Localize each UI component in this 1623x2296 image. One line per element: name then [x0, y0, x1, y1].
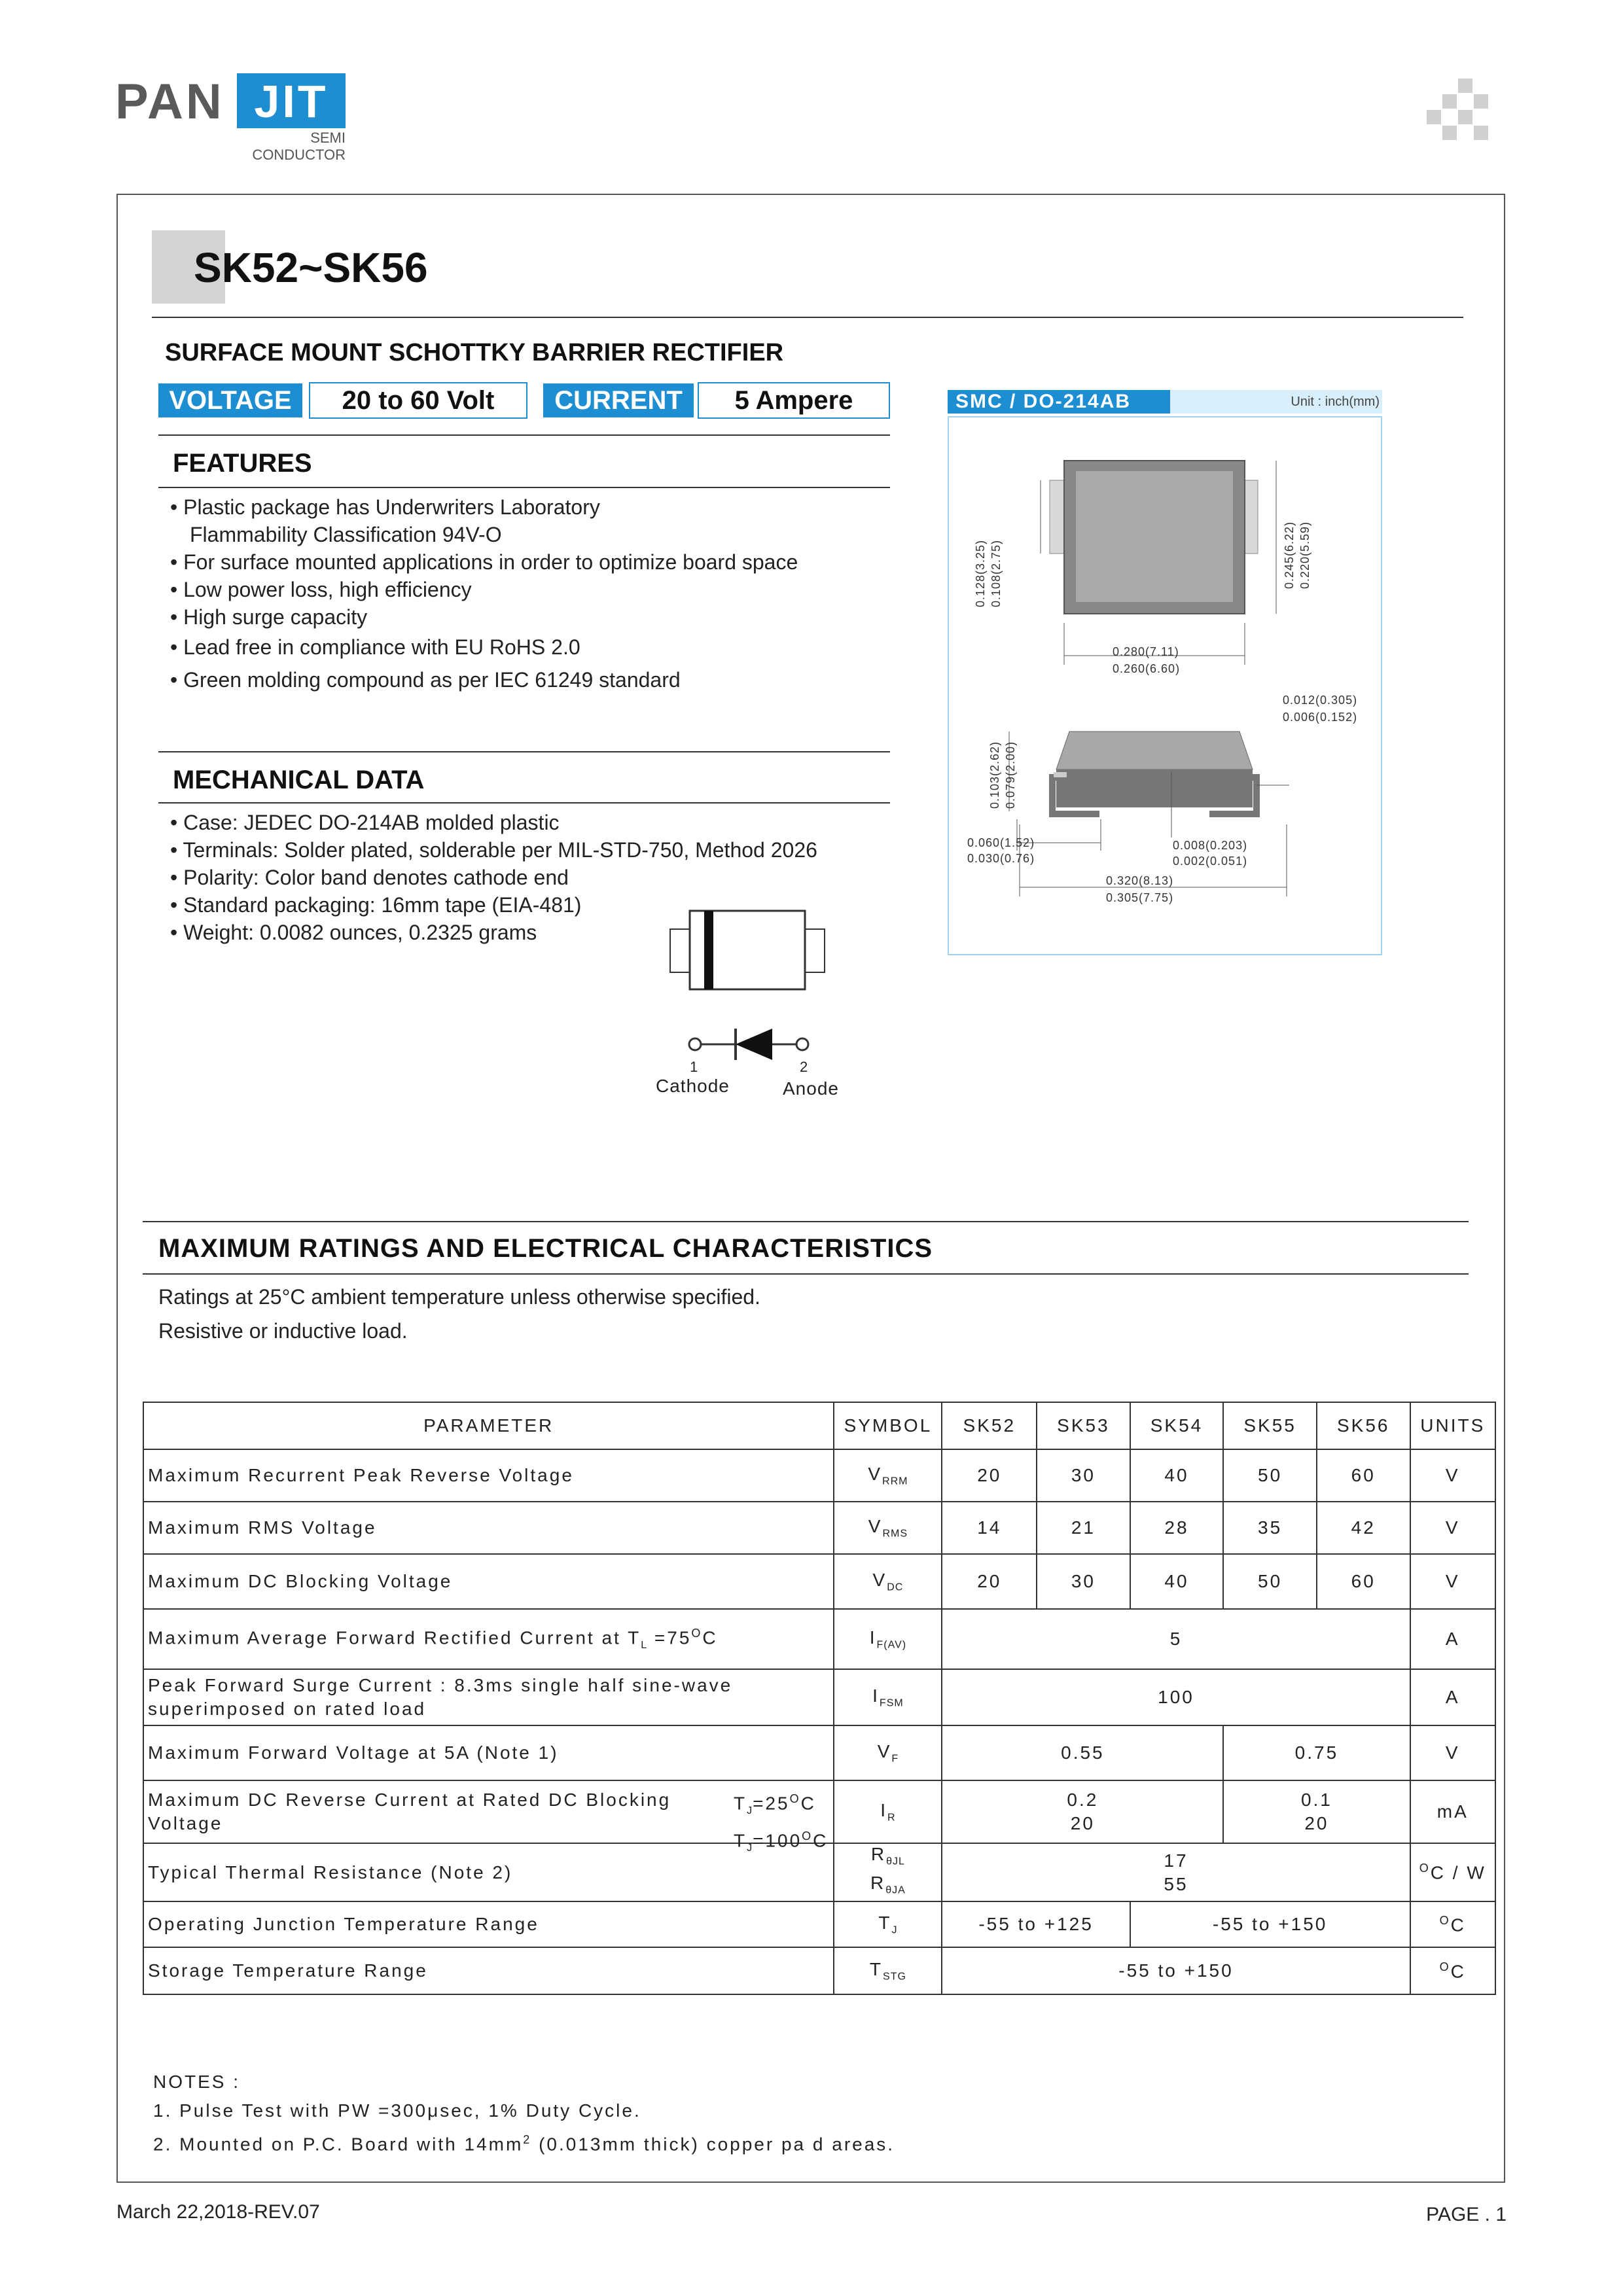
package-top-view-icon: [666, 906, 829, 995]
dim-overall-max: 0.320(8.13): [1106, 874, 1174, 887]
note-2-text: 2. Mounted on P.C. Board with 14mm: [153, 2134, 524, 2155]
package-unit: Unit : inch(mm): [1291, 395, 1380, 409]
param-cell: Maximum Recurrent Peak Reverse Voltage: [143, 1449, 834, 1502]
mechanical-heading: MECHANICAL DATA: [173, 766, 425, 794]
list-item: • Weight: 0.0082 ounces, 0.2325 grams: [170, 921, 537, 944]
note-1: 1. Pulse Test with PW =300μsec, 1% Duty Cycle.: [153, 2100, 641, 2121]
symbol-text: V: [868, 1515, 883, 1536]
param-subscript: L: [641, 1639, 648, 1651]
symbol-subscript: FSM: [879, 1697, 904, 1709]
param-cell: Operating Junction Temperature Range: [143, 1901, 834, 1947]
degree-mark: O: [1439, 1913, 1451, 1927]
table-row: [143, 1725, 1495, 1780]
value-cell: 42: [1317, 1502, 1410, 1554]
value-cell: -55 to +150: [942, 1947, 1410, 1994]
symbol-line: [838, 1844, 937, 1873]
symbol-subscript: R: [887, 1812, 896, 1824]
list-item: • Plastic package has Underwriters Laboratory: [170, 495, 600, 519]
table-header-row: [143, 1402, 1495, 1449]
condition-unit: C: [800, 1793, 816, 1814]
table-row: [143, 1901, 1495, 1947]
header-cell: SK53: [1037, 1402, 1130, 1449]
unit-cell: V: [1410, 1449, 1495, 1502]
dim-standoff-max: 0.008(0.203): [1173, 839, 1248, 852]
degree-mark: O: [802, 1829, 813, 1843]
diode-symbol-icon: [681, 1023, 812, 1076]
param-cell: Typical Thermal Resistance (Note 2): [143, 1843, 834, 1901]
current-value: 5 Ampere: [698, 382, 890, 419]
cathode-label: Cathode: [656, 1076, 730, 1096]
value-cell: 5: [942, 1609, 1410, 1669]
condition-tail: =100: [753, 1830, 802, 1851]
dim-body-height-max: 0.103(2.62): [988, 741, 1001, 809]
condition-subscript: J: [747, 1842, 753, 1854]
condition-tail: =25: [753, 1793, 790, 1814]
ratings-note-2: Resistive or inductive load.: [158, 1319, 408, 1343]
symbol-text: I: [880, 1799, 888, 1820]
dim-lead-length-max: 0.060(1.52): [967, 836, 1035, 849]
value-cell: 14: [942, 1502, 1037, 1554]
value-cell: 40: [1130, 1449, 1224, 1502]
symbol-subscript: RRM: [882, 1475, 908, 1487]
logo-subtitle: [242, 130, 346, 164]
symbol-cell: [834, 1502, 942, 1554]
unit-cell: [1410, 1843, 1495, 1901]
degree-mark: O: [691, 1627, 703, 1640]
ratings-top-line: [143, 1221, 1469, 1222]
param-tail: =75: [647, 1627, 692, 1648]
package-name: SMC / DO-214AB: [948, 390, 1170, 414]
param-cell: Maximum DC Blocking Voltage: [143, 1554, 834, 1609]
pin2-number: 2: [800, 1059, 808, 1075]
degree-mark: O: [1439, 1960, 1451, 1973]
value-cell: 100: [942, 1669, 1410, 1725]
value-cell: 30: [1037, 1449, 1130, 1502]
part-title: SK52~SK56: [194, 244, 428, 291]
dim-length-max: 0.280(7.11): [1113, 645, 1179, 658]
note-2: [153, 2125, 895, 2159]
value-cell: -55 to +150: [1130, 1901, 1410, 1947]
unit-cell: V: [1410, 1725, 1495, 1780]
unit-text: C / W: [1430, 1862, 1486, 1883]
anode-label: Anode: [783, 1078, 839, 1099]
symbol-subscript: θJA: [885, 1884, 906, 1896]
corner-squares-icon: [1424, 79, 1492, 152]
header-cell: SYMBOL: [834, 1402, 942, 1449]
temperature-conditions: [734, 1786, 828, 1861]
dim-standoff-min: 0.002(0.051): [1173, 855, 1248, 868]
table-row: [143, 1449, 1495, 1502]
symbol-cell: [834, 1901, 942, 1947]
header-cell: UNITS: [1410, 1402, 1495, 1449]
unit-text: C: [1450, 1960, 1466, 1981]
param-unit: C: [702, 1627, 718, 1648]
condition-line: [734, 1786, 828, 1824]
symbol-text: V: [868, 1463, 883, 1484]
symbol-cell: [834, 1947, 942, 1994]
unit-cell: [1410, 1901, 1495, 1947]
table-row: [143, 1947, 1495, 1994]
value-cell: 21: [1037, 1502, 1130, 1554]
condition-text: T: [733, 1793, 747, 1814]
list-item: • Lead free in compliance with EU RoHS 2.0: [170, 635, 580, 659]
value-cell: 50: [1223, 1449, 1317, 1502]
param-line: superimposed on rated load: [148, 1699, 427, 1719]
list-item: Flammability Classification 94V-O: [190, 523, 502, 546]
features-list: [170, 493, 798, 694]
degree-mark: O: [789, 1792, 801, 1805]
table-row: [143, 1780, 1495, 1843]
value-line: 0.2: [1067, 1790, 1099, 1810]
unit-cell: V: [1410, 1502, 1495, 1554]
list-item: • High surge capacity: [170, 605, 368, 629]
notes-block: [153, 2068, 895, 2159]
symbol-subscript: F: [891, 1753, 899, 1765]
dim-width-min: 0.108(2.75): [990, 539, 1003, 607]
mechanical-bottom-line: [158, 802, 890, 804]
value-cell: 50: [1223, 1554, 1317, 1609]
value-cell: 0.75: [1223, 1725, 1410, 1780]
symbol-text: T: [878, 1912, 892, 1933]
header-cell: SK52: [942, 1402, 1037, 1449]
list-item: • Case: JEDEC DO-214AB molded plastic: [170, 811, 560, 834]
param-cell: Storage Temperature Range: [143, 1947, 834, 1994]
list-item: • Low power loss, high efficiency: [170, 578, 472, 601]
page-number: PAGE . 1: [1426, 2204, 1507, 2225]
symbol-cell: [834, 1843, 942, 1901]
value-cell: 28: [1130, 1502, 1224, 1554]
symbol-subscript: STG: [883, 1971, 906, 1983]
condition-line: [734, 1824, 828, 1861]
symbol-cell: [834, 1554, 942, 1609]
value-line: 20: [1304, 1813, 1329, 1833]
symbol-subscript: θJL: [886, 1856, 905, 1867]
value-cell: 20: [942, 1449, 1037, 1502]
param-line: Maximum DC Reverse Current at Rated DC Blocking: [148, 1790, 671, 1810]
features-top-line: [158, 434, 890, 436]
logo-sub-semi: SEMI: [310, 130, 346, 146]
value-cell: [942, 1780, 1223, 1843]
symbol-text: I: [869, 1627, 877, 1648]
dim-length-min: 0.260(6.60): [1113, 662, 1181, 675]
header-cell: PARAMETER: [143, 1402, 834, 1449]
ratings-heading: MAXIMUM RATINGS AND ELECTRICAL CHARACTERISTICS: [158, 1234, 933, 1263]
value-cell: 35: [1223, 1502, 1317, 1554]
dim-lead-thick-min: 0.006(0.152): [1283, 711, 1358, 724]
symbol-line: [838, 1873, 937, 1901]
value-line: 0.1: [1300, 1790, 1332, 1810]
unit-cell: A: [1410, 1609, 1495, 1669]
param-line: Voltage: [148, 1813, 223, 1833]
symbol-text: R: [870, 1872, 886, 1893]
list-item: • Standard packaging: 16mm tape (EIA-481): [170, 893, 582, 917]
param-cell: [143, 1609, 834, 1669]
value-cell: 60: [1317, 1554, 1410, 1609]
value-line: 20: [1070, 1813, 1095, 1833]
pin1-number: 1: [690, 1059, 698, 1075]
logo-jit-text: JIT: [237, 73, 346, 128]
list-item: • Green molding compound as per IEC 61249 standard: [170, 668, 681, 692]
header-cell: SK56: [1317, 1402, 1410, 1449]
value-cell: [1223, 1780, 1410, 1843]
condition-text: T: [733, 1830, 747, 1851]
table-row: [143, 1609, 1495, 1669]
symbol-cell: [834, 1780, 942, 1843]
value-cell: 20: [942, 1554, 1037, 1609]
dim-lead-thick-max: 0.012(0.305): [1283, 694, 1358, 707]
note-2-superscript: 2: [523, 2133, 532, 2146]
revision-date: March 22,2018-REV.07: [116, 2201, 320, 2223]
ratings-note-1: Ratings at 25°C ambient temperature unless otherwise specified.: [158, 1285, 760, 1309]
mechanical-top-line: [158, 751, 890, 752]
param-cell: [143, 1780, 834, 1854]
unit-cell: V: [1410, 1554, 1495, 1609]
value-line: 55: [1164, 1873, 1188, 1894]
ratings-bottom-line: [143, 1273, 1469, 1275]
param-cell: Maximum RMS Voltage: [143, 1502, 834, 1554]
symbol-text: V: [877, 1740, 892, 1761]
table-row: [143, 1554, 1495, 1609]
value-cell: 40: [1130, 1554, 1224, 1609]
dim-height-min: 0.220(5.59): [1298, 521, 1311, 589]
features-bottom-line: [158, 487, 890, 488]
characteristics-table: [143, 1402, 1496, 1995]
voltage-label: VOLTAGE: [158, 383, 302, 417]
unit-cell: mA: [1410, 1780, 1495, 1843]
value-cell: 60: [1317, 1449, 1410, 1502]
unit-cell: [1410, 1947, 1495, 1994]
table-row: [143, 1502, 1495, 1554]
symbol-subscript: DC: [887, 1581, 904, 1593]
degree-mark: O: [1419, 1861, 1431, 1875]
symbol-cell: [834, 1609, 942, 1669]
features-heading: FEATURES: [173, 449, 312, 478]
list-item: • Terminals: Solder plated, solderable per MIL-STD-750, Method 2026: [170, 838, 817, 862]
title-divider: [152, 317, 1463, 318]
dim-body-height-min: 0.079(2.00): [1004, 741, 1017, 809]
symbol-subscript: J: [891, 1924, 898, 1936]
unit-text: C: [1450, 1914, 1466, 1935]
notes-heading: NOTES :: [153, 2072, 241, 2092]
symbol-subscript: RMS: [882, 1528, 908, 1540]
logo-sub-conductor: CONDUCTOR: [252, 147, 346, 163]
condition-subscript: J: [747, 1805, 753, 1816]
value-cell: [942, 1843, 1410, 1901]
note-2-tail: (0.013mm thick) copper pa d areas.: [531, 2134, 895, 2155]
logo-pan-text: PAN: [115, 74, 224, 130]
header-cell: SK54: [1130, 1402, 1224, 1449]
param-text: Maximum Average Forward Rectified Current at T: [148, 1627, 641, 1648]
symbol-cell: [834, 1669, 942, 1725]
value-cell: -55 to +125: [942, 1901, 1130, 1947]
value-cell: 30: [1037, 1554, 1130, 1609]
symbol-text: V: [872, 1569, 887, 1590]
symbol-cell: [834, 1725, 942, 1780]
dim-overall-min: 0.305(7.75): [1106, 891, 1174, 904]
list-item: • Polarity: Color band denotes cathode end: [170, 866, 569, 889]
symbol-text: R: [870, 1844, 887, 1864]
current-label: CURRENT: [543, 383, 694, 417]
list-item: • For surface mounted applications in order to optimize board space: [170, 550, 798, 574]
dim-lead-length-min: 0.030(0.76): [967, 852, 1035, 865]
param-cell: Maximum Forward Voltage at 5A (Note 1): [143, 1725, 834, 1780]
voltage-value: 20 to 60 Volt: [309, 382, 527, 419]
symbol-text: I: [872, 1685, 880, 1706]
header-cell: SK55: [1223, 1402, 1317, 1449]
table-row: [143, 1669, 1495, 1725]
value-cell: 0.55: [942, 1725, 1223, 1780]
device-subtitle: SURFACE MOUNT SCHOTTKY BARRIER RECTIFIER: [165, 339, 784, 366]
symbol-subscript: F(AV): [876, 1639, 907, 1651]
symbol-text: T: [869, 1958, 883, 1979]
param-line: Peak Forward Surge Current : 8.3ms single half sine-wave: [148, 1675, 733, 1695]
dim-height-max: 0.245(6.22): [1283, 521, 1296, 589]
value-line: 17: [1164, 1850, 1188, 1871]
unit-cell: A: [1410, 1669, 1495, 1725]
condition-unit: C: [813, 1830, 829, 1851]
dim-width-max: 0.128(3.25): [974, 539, 987, 607]
symbol-cell: [834, 1449, 942, 1502]
param-cell: [143, 1669, 834, 1725]
